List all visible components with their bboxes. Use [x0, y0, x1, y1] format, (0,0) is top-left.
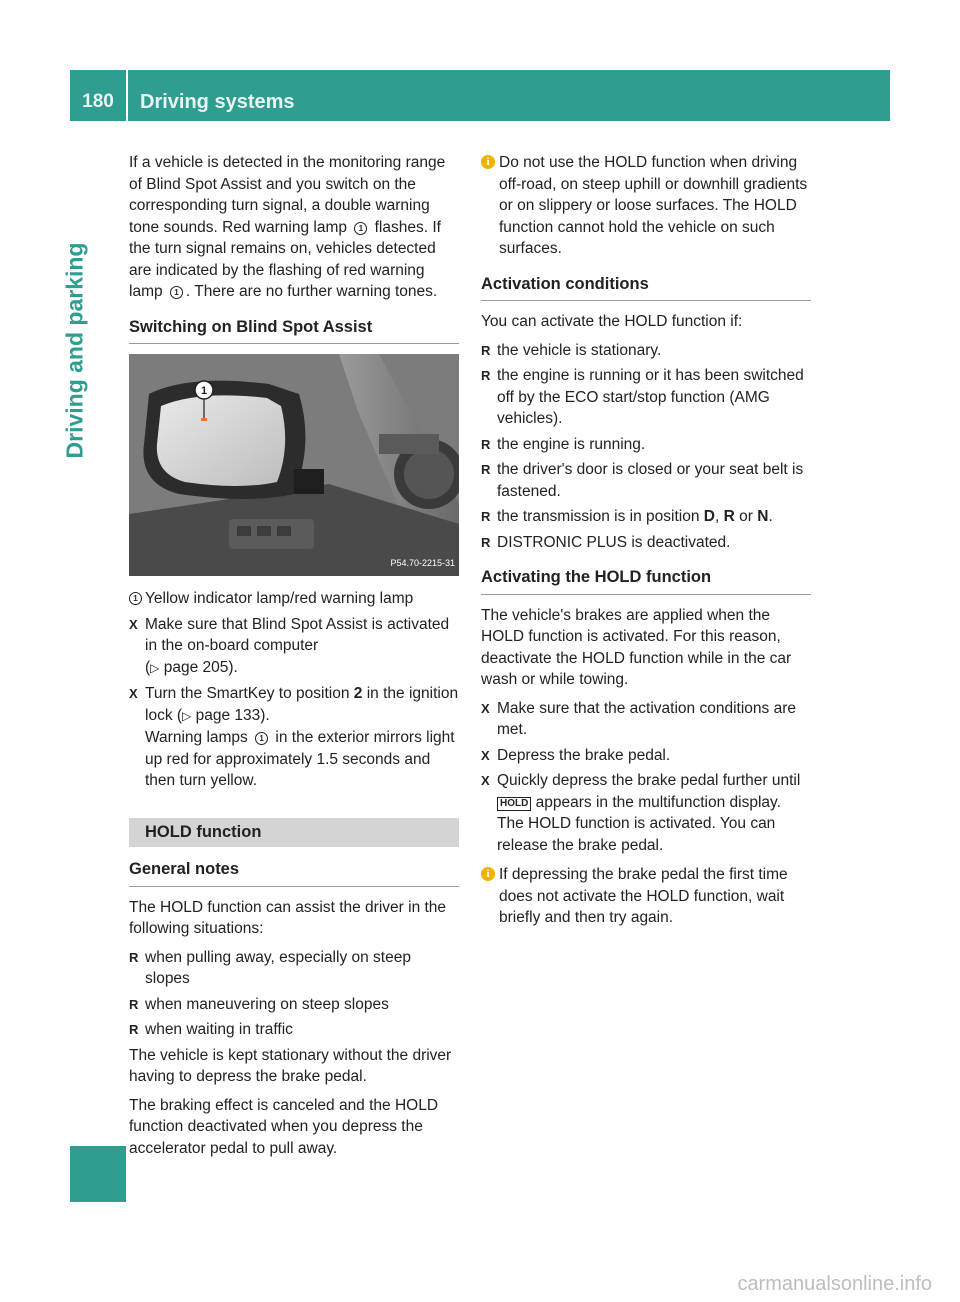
watermark: carmanualsonline.info: [737, 1273, 932, 1295]
activation-intro: You can activate the HOLD function if:: [481, 313, 743, 330]
info-note: i Do not use the HOLD function when driving off-road, on steep uphill or downhill gradients or on slippery or loose surfaces. The HOLD function cannot hold the vehicle on such surfaces.: [481, 152, 811, 260]
info-tip: i If depressing the brake pedal the first time does not activate the HOLD function, wait briefly and then try again.: [481, 864, 811, 929]
step-make-sure: X Make sure that Blind Spot Assist is activated in the on-board computer (▷ page 205).: [129, 614, 459, 680]
callout-1-icon: 1: [255, 732, 268, 745]
header-divider: [126, 70, 128, 121]
list-item-transmission: R the transmission is in position D, R or N.: [481, 506, 811, 528]
callout-1-icon: 1: [354, 222, 367, 235]
list-item: R when pulling away, especially on steep slopes: [129, 947, 459, 990]
list-item: R when maneuvering on steep slopes: [129, 994, 459, 1016]
info-icon: i: [481, 155, 495, 169]
page-link-133[interactable]: page 133).: [195, 706, 270, 724]
list-item: R DISTRONIC PLUS is deactivated.: [481, 532, 811, 554]
page-title: Driving systems: [140, 91, 295, 113]
right-column: [481, 152, 811, 937]
callout-1-icon: 1: [129, 592, 142, 605]
page-number: 180: [82, 91, 114, 112]
intro-paragraph: If a vehicle is detected in the monitoring range of Blind Spot Assist and you switch on the corresponding turn signal, a double warning tone sounds. Red warning lamp 1 flashes. If the turn signal remains on, vehicles detected are indicated by the flashing of red warning lamp 1 . There are no further warning tones.: [129, 154, 446, 300]
heading-activating-hold: Activating the HOLD function: [481, 567, 811, 595]
side-tab-label: [40, 242, 110, 458]
figure-legend: 1 Yellow indicator lamp/red warning lamp: [129, 588, 459, 610]
page-reference-arrow-icon: ▷: [150, 660, 160, 675]
list-item: R the engine is running or it has been switched off by the ECO start/stop function (AMG vehicles).: [481, 365, 811, 430]
general-intro: The HOLD function can assist the driver in the following situations:: [129, 898, 447, 937]
page-link-205[interactable]: page 205).: [163, 658, 238, 676]
mirror-illustration: [129, 354, 459, 576]
page-reference-arrow-icon: ▷: [182, 708, 192, 723]
side-tab-block: [70, 1146, 126, 1202]
step-depress-brake: X Depress the brake pedal.: [481, 745, 811, 767]
hold-symbol-icon: HOLD: [497, 797, 531, 811]
step-turn-smartkey: X Turn the SmartKey to position 2 in the ignition lock (▷ page 133). Warning lamps 1 in the exterior mirrors light up red for approximately 1.5 seconds and then turn yellow.: [129, 683, 459, 792]
figure-callout-label: 1: [200, 385, 208, 397]
list-item: R the driver's door is closed or your seat belt is fastened.: [481, 459, 811, 502]
activating-paragraph: The vehicle's brakes are applied when the HOLD function is activated. For this reason, deactivate the HOLD function while in the car wash or while towing.: [481, 606, 792, 688]
figure-code: P54.70-2215-31: [390, 557, 455, 568]
paragraph-stationary: The vehicle is kept stationary without the driver having to depress the brake pedal.: [129, 1046, 452, 1085]
heading-activation-conditions: Activation conditions: [481, 274, 811, 302]
mirror-photo: [129, 354, 459, 576]
step-activation-met: X Make sure that the activation conditions are met.: [481, 698, 811, 741]
callout-1-icon: 1: [170, 286, 183, 299]
side-tab-text: Driving and parking: [61, 242, 88, 458]
section-hold-function: HOLD function: [129, 818, 459, 848]
list-item: R the engine is running.: [481, 434, 811, 456]
step-quickly-depress: X Quickly depress the brake pedal further until HOLD appears in the multifunction display. The HOLD function is activated. You can release the brake pedal.: [481, 770, 811, 856]
list-item: R the vehicle is stationary.: [481, 340, 811, 362]
heading-general-notes: General notes: [129, 859, 459, 887]
heading-switching-on: Switching on Blind Spot Assist: [129, 317, 459, 345]
info-icon: i: [481, 867, 495, 881]
left-column: [129, 152, 459, 1166]
paragraph-braking: The braking effect is canceled and the HOLD function deactivated when you depress the accelerator pedal to pull away.: [129, 1096, 439, 1157]
list-item: R when waiting in traffic: [129, 1019, 459, 1041]
